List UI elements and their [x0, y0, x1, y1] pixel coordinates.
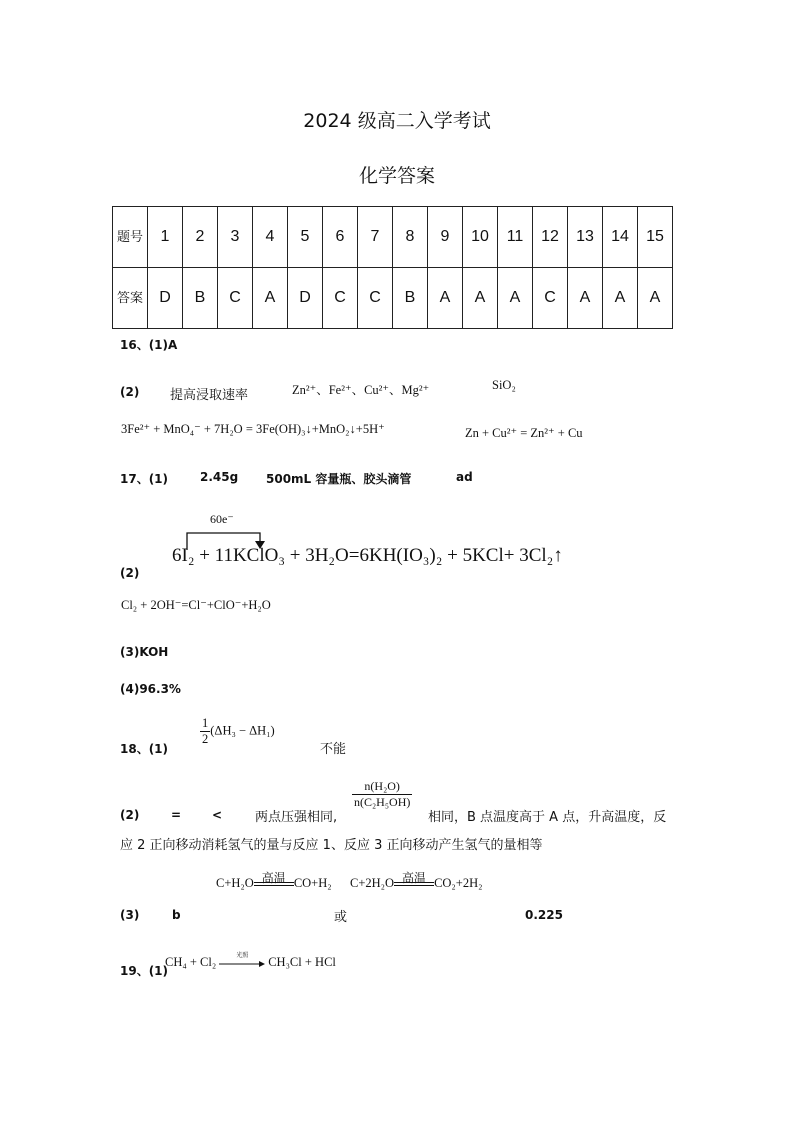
- answer-cell: A: [498, 268, 533, 329]
- q18-part2-label: (2): [120, 808, 140, 822]
- answer-table: [112, 206, 673, 329]
- q17-part4: (4)96.3%: [120, 682, 181, 696]
- q17-part3: (3)KOH: [120, 645, 169, 659]
- number-cell: 6: [323, 207, 358, 268]
- header-cell-number: 题号: [113, 207, 148, 268]
- answer-cell: C: [358, 268, 393, 329]
- q17-part2-label: (2): [120, 566, 140, 580]
- number-cell: 15: [638, 207, 673, 268]
- q18-value: 0.225: [525, 908, 563, 922]
- answer-cell: B: [393, 268, 428, 329]
- q19-label: 19、(1): [120, 964, 169, 978]
- half-fraction: $\frac{1}{2}$: [202, 716, 209, 746]
- answer-cell: C: [323, 268, 358, 329]
- q18-equal-sign: =: [171, 808, 182, 822]
- number-cell: 14: [603, 207, 638, 268]
- q19-equation: CH₄ + Cl₂ 光照 CH₃Cl + HCl: [165, 952, 336, 969]
- q16-equation-1: 3Fe²⁺ + MnO₄⁻ + 7H₂O = 3Fe(OH)₃↓+MnO₂↓+5H⁺: [121, 422, 385, 436]
- q18-text-c: 应 2 正向移动消耗氢气的量与反应 1、反应 3 正向移动产生氢气的量相等: [120, 838, 543, 853]
- number-cell: 11: [498, 207, 533, 268]
- q17-ad: ad: [456, 470, 473, 484]
- number-cell: 1: [148, 207, 183, 268]
- number-cell: 12: [533, 207, 568, 268]
- q17-label: 17、(1): [120, 472, 169, 486]
- q17-main-equation: 6I₂ + 11KClO₃ + 3H₂O=6KH(IO₃)₂ + 5KCl+ 3Cl₂↑: [172, 545, 563, 566]
- q18-label: 18、(1): [120, 742, 169, 756]
- page-subtitle: 化学答案: [358, 165, 435, 187]
- q16-sio2: SiO₂: [492, 378, 516, 392]
- q18-ratio: $\frac{\text{n(H₂O)}}{\text{n(C₂H₅OH)}}$: [354, 779, 411, 809]
- number-cell: 10: [463, 207, 498, 268]
- answer-cell: A: [568, 268, 603, 329]
- number-cell: 2: [183, 207, 218, 268]
- number-cell: 4: [253, 207, 288, 268]
- answer-cell: B: [183, 268, 218, 329]
- q16-ions: Zn²⁺、Fe²⁺、Cu²⁺、Mg²⁺: [292, 383, 430, 397]
- answer-cell: C: [533, 268, 568, 329]
- q16-equation-2: Zn + Cu²⁺ = Zn²⁺ + Cu: [465, 426, 583, 440]
- number-cell: 7: [358, 207, 393, 268]
- q17-chlorine-equation: Cl₂ + 2OH⁻=Cl⁻+ClO⁻+H₂O: [121, 598, 271, 612]
- answer-cell: C: [218, 268, 253, 329]
- table-row-answers: [113, 268, 673, 329]
- or-text: 或: [334, 910, 348, 925]
- q18-part3-label: (3): [120, 908, 140, 922]
- header-cell-answer: 答案: [113, 268, 148, 329]
- q17-mass: 2.45g: [200, 470, 239, 484]
- number-cell: 13: [568, 207, 603, 268]
- q18-text-b: 相同，B 点温度高于 A 点，升高温度，反: [428, 810, 667, 825]
- answer-cell: A: [428, 268, 463, 329]
- reaction-arrow: [219, 960, 265, 968]
- q16-part2-label: (2): [120, 385, 140, 399]
- number-cell: 5: [288, 207, 323, 268]
- number-cell: 9: [428, 207, 463, 268]
- q17-instruments: 500mL 容量瓶、胶头滴管: [266, 472, 412, 486]
- q16-label: 16、(1)A: [120, 338, 178, 352]
- electron-transfer-label: 60e⁻: [210, 512, 234, 526]
- answer-cell: A: [463, 268, 498, 329]
- number-cell: 8: [393, 207, 428, 268]
- q18-less-than: <: [212, 808, 223, 822]
- answer-cell: A: [253, 268, 288, 329]
- answer-cell: A: [603, 268, 638, 329]
- q16-part2-text: 提高浸取速率: [170, 388, 249, 403]
- reaction-1: C+H₂O 高温 CO+H₂: [216, 871, 332, 890]
- answer-cell: D: [148, 268, 183, 329]
- answer-cell: A: [638, 268, 673, 329]
- number-cell: 3: [218, 207, 253, 268]
- q18-answer-b: b: [172, 908, 181, 922]
- answer-cell: D: [288, 268, 323, 329]
- q18-cannot: 不能: [320, 742, 347, 757]
- q18-enthalpy-expression: $\frac{1}{2}$ (ΔH₃ − ΔH₁): [202, 716, 275, 746]
- page-title: 2024 级高二入学考试: [303, 110, 491, 132]
- reaction-2: C+2H₂O 高温 CO₂+2H₂: [350, 871, 483, 890]
- table-row-numbers: [113, 207, 673, 268]
- q18-text-a: 两点压强相同,: [255, 810, 338, 825]
